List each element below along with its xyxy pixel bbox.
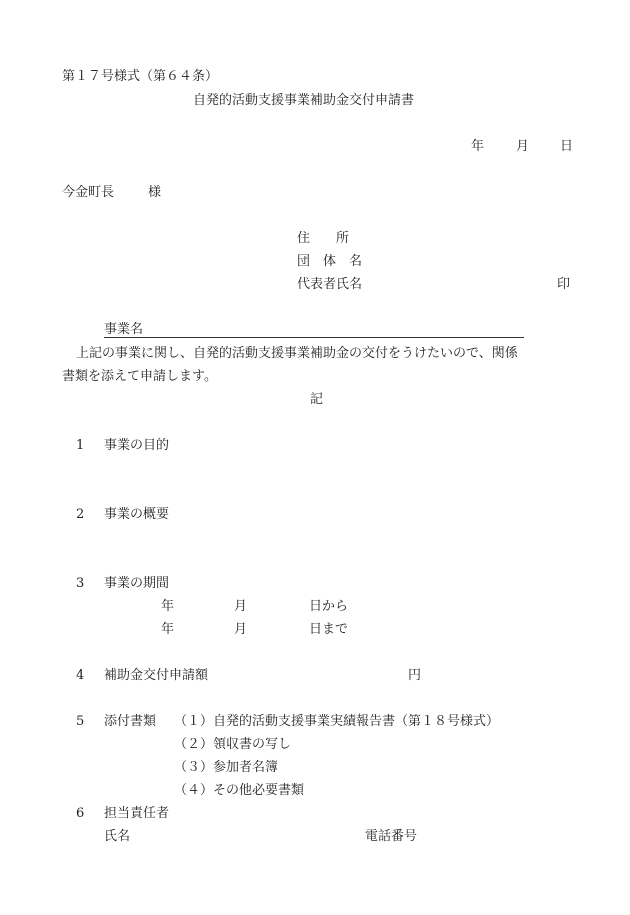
item-6-number: 6: [76, 806, 85, 821]
ki-heading: 記: [310, 392, 324, 407]
applicant-org-label: 団 体 名: [297, 254, 363, 269]
item-5-number: 5: [76, 714, 85, 729]
body-text-line1: 上記の事業に関し、自発的活動支援事業補助金の交付をうけたいので、関係: [76, 346, 518, 361]
item-3-label: 事業の期間: [104, 576, 170, 591]
date-day: 日: [560, 139, 574, 154]
date-month: 月: [516, 139, 530, 154]
item-2-number: 2: [76, 507, 85, 522]
period-from-year: 年: [161, 599, 175, 614]
body-text-line2: 書類を添えて申請します。: [62, 369, 217, 384]
attachment-item: （３）参加者名簿: [174, 760, 279, 775]
attachment-item: （４）その他必要書類: [174, 783, 305, 798]
project-name-label: 事業名: [104, 322, 144, 337]
document-title: 自発的活動支援事業補助金交付申請書: [193, 93, 415, 108]
addressee-name: 今金町長: [62, 185, 115, 200]
project-name-underline: [104, 337, 524, 338]
period-from-month: 月: [234, 599, 248, 614]
item-3-number: 3: [76, 576, 85, 591]
attachment-item: （１）自発的活動支援事業実績報告書（第１８号様式）: [174, 714, 500, 729]
period-from-day: 日から: [309, 599, 349, 614]
item-2-label: 事業の概要: [104, 507, 170, 522]
item-4-number: 4: [76, 668, 85, 683]
period-to-month: 月: [234, 622, 248, 637]
applicant-rep-label: 代表者氏名: [297, 277, 363, 292]
person-name-label: 氏名: [104, 829, 131, 844]
item-1-label: 事業の目的: [104, 438, 170, 453]
period-to-day: 日まで: [309, 622, 349, 637]
addressee-honorific: 様: [148, 185, 162, 200]
item-1-number: 1: [76, 438, 85, 453]
date-year: 年: [471, 139, 485, 154]
form-number: 第１７号様式（第６４条）: [62, 69, 219, 84]
item-6-label: 担当責任者: [104, 806, 170, 821]
applicant-address-label: 住 所: [297, 231, 350, 246]
attachment-item: （２）領収書の写し: [174, 737, 292, 752]
item-4-label: 補助金交付申請額: [104, 668, 209, 683]
item-5-label: 添付書類: [104, 714, 157, 729]
period-to-year: 年: [161, 622, 175, 637]
seal-mark: 印: [557, 277, 571, 292]
amount-unit: 円: [408, 668, 422, 683]
person-phone-label: 電話番号: [365, 829, 418, 844]
